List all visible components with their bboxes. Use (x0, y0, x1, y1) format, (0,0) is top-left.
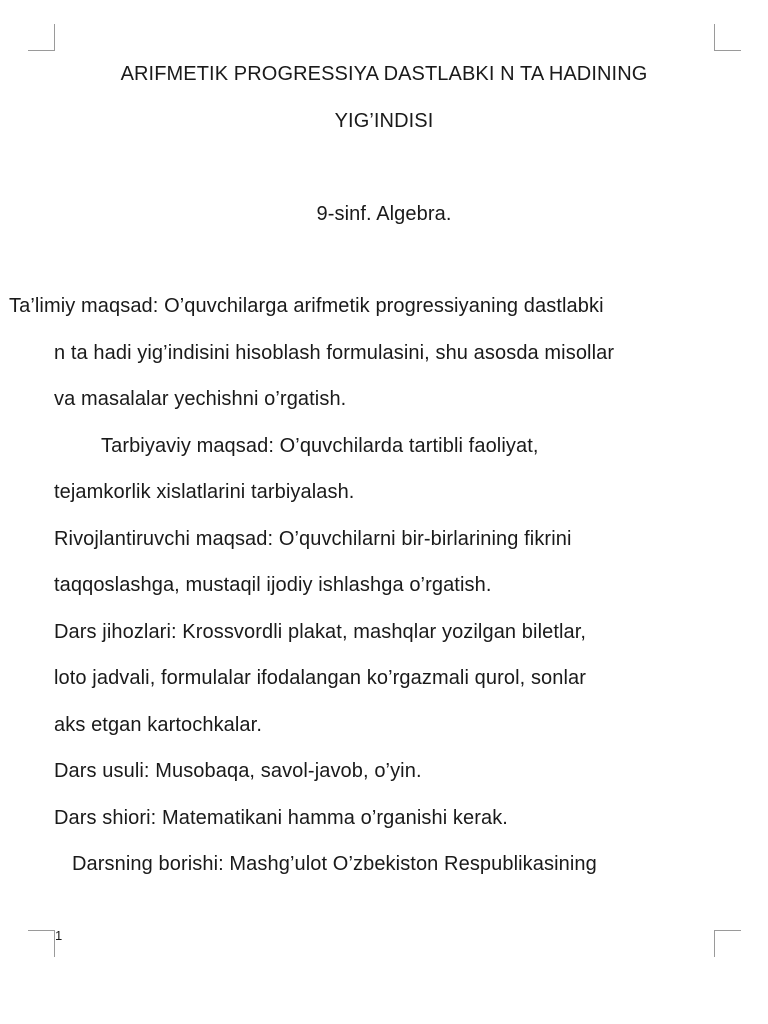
body-line: Rivojlantiruvchi maqsad: O’quvchilarni bir-birlarining fikrini (54, 528, 572, 550)
body-line: Tarbiyaviy maqsad: O’quvchilarda tartibli faoliyat, (101, 435, 539, 457)
body-line: va masalalar yechishni o’rgatish. (54, 388, 347, 410)
page-number: 1 (55, 928, 63, 943)
body-line: Dars usuli: Musobaqa, savol-javob, o’yin. (54, 760, 422, 782)
crop-mark-top-right (714, 24, 741, 51)
body-line: tejamkorlik xislatlarini tarbiyalash. (54, 481, 355, 503)
body-line: loto jadvali, formulalar ifodalangan ko’rgazmali qurol, sonlar (54, 667, 587, 689)
crop-mark-bottom-left (28, 930, 55, 957)
body-line: n ta hadi yig’indisini hisoblash formulasini, shu asosda misollar (54, 342, 615, 364)
body-line: taqqoslashga, mustaqil ijodiy ishlashga o’rgatish. (54, 574, 492, 596)
crop-mark-bottom-right (714, 930, 741, 957)
document-subtitle: 9-sinf. Algebra. (316, 203, 452, 225)
body-line: Ta’limiy maqsad: O’quvchilarga arifmetik progressiyaning dastlabki (9, 295, 604, 317)
document-title-line-2: YIG’INDISI (334, 110, 434, 132)
body-line: Dars jihozlari: Krossvordli plakat, mashqlar yozilgan biletlar, (54, 621, 587, 643)
crop-mark-top-left (28, 24, 55, 51)
body-line: aks etgan kartochkalar. (54, 714, 262, 736)
body-line: Darsning borishi: Mashg’ulot O’zbekiston Respublikasining (72, 853, 597, 875)
document-title-line-1: ARIFMETIK PROGRESSIYA DASTLABKI N TA HADINING (120, 63, 648, 85)
body-line: Dars shiori: Matematikani hamma o’rganishi kerak. (54, 807, 508, 829)
